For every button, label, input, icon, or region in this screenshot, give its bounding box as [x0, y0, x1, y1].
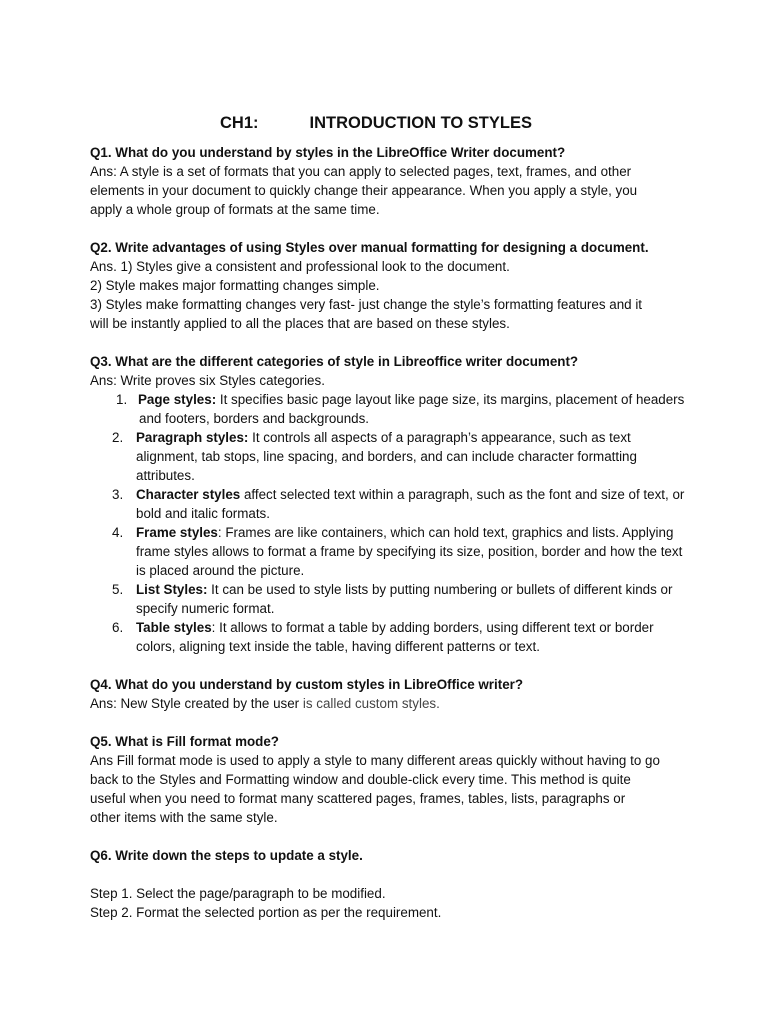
chapter-label: CH1: [220, 114, 259, 132]
list-text: : It allows to format a table by adding borders, using different text or border colors, aligning text inside the table, having different patterns or text. [136, 620, 654, 654]
list-item [90, 390, 690, 428]
answer-2-line: 2) Style makes major formatting changes simple. [90, 278, 380, 293]
list-number: 6. [112, 620, 124, 635]
question-1-block [90, 143, 690, 219]
question-2: Q2. Write advantages of using Styles over manual formatting for designing a document. [90, 240, 649, 255]
answer-1-line: Ans: A style is a set of formats that you can apply to selected pages, text, frames, and other [90, 164, 632, 179]
answer-5-line: useful when you need to format many scattered pages, frames, tables, lists, paragraphs or [90, 791, 626, 806]
answer-4 [90, 694, 690, 713]
question-4: Q4. What do you understand by custom styles in LibreOffice writer? [90, 677, 524, 692]
question-6: Q6. Write down the steps to update a style. [90, 848, 363, 863]
list-term: Frame styles [136, 525, 218, 540]
list-item [90, 428, 690, 485]
step-line: Step 2. Format the selected portion as per the requirement. [90, 905, 442, 920]
answer-3-intro: Ans: Write proves six Styles categories. [90, 373, 325, 388]
question-3: Q3. What are the different categories of style in Libreoffice writer document? [90, 354, 579, 369]
list-item [90, 523, 690, 580]
chapter-heading: INTRODUCTION TO STYLES [309, 114, 532, 132]
answer-5-line: Ans Fill format mode is used to apply a style to many different areas quickly without having to go [90, 753, 660, 768]
answer-2-line: will be instantly applied to all the places that are based on these styles. [90, 316, 510, 331]
answer-5-line: back to the Styles and Formatting window and double-click every time. This method is quite [90, 772, 631, 787]
list-text: It can be used to style lists by putting numbering or bullets of different kinds or specify numeric format. [136, 582, 673, 616]
question-1: Q1. What do you understand by styles in the LibreOffice Writer document? [90, 145, 566, 160]
list-text: It controls all aspects of a paragraph’s appearance, such as text alignment, tab stops, line spacing, and borders, and can include character formatting attributes. [136, 430, 637, 483]
style-categories-list [90, 390, 690, 656]
question-2-block [90, 238, 690, 333]
answer-4-part: is called custom styles. [302, 696, 440, 711]
list-item [90, 580, 690, 618]
page-title [90, 112, 690, 134]
list-text: It specifies basic page layout like page size, its margins, placement of headers and footers, borders and backgrounds. [139, 392, 685, 426]
list-number: 3. [112, 487, 124, 502]
list-number: 5. [112, 582, 124, 597]
step-line: Step 1. Select the page/paragraph to be modified. [90, 886, 386, 901]
list-term: List Styles: [136, 582, 208, 597]
list-number: 4. [112, 525, 124, 540]
answer-4-part: Ans: New Style created by the user [90, 696, 303, 711]
list-term: Paragraph styles: [136, 430, 249, 445]
list-item [90, 485, 690, 523]
list-term: Page styles: [138, 392, 217, 407]
list-term: Character styles [136, 487, 241, 502]
question-3-block [90, 352, 690, 656]
answer-2-line: Ans. 1) Styles give a consistent and professional look to the document. [90, 259, 510, 274]
list-text: : Frames are like containers, which can hold text, graphics and lists. Applying frame styles allows to format a frame by specifying its size, position, border and how the text is placed around the picture. [136, 525, 683, 578]
answer-1-line: elements in your document to quickly change their appearance. When you apply a style, you [90, 183, 638, 198]
question-5-block [90, 732, 690, 827]
question-4-block [90, 675, 690, 713]
question-6-block [90, 846, 690, 922]
list-text: affect selected text within a paragraph, such as the font and size of text, or bold and italic formats. [136, 487, 685, 521]
list-number: 2. [112, 430, 124, 445]
list-number: 1. [116, 392, 128, 407]
answer-5-line: other items with the same style. [90, 810, 278, 825]
list-item [90, 618, 690, 656]
question-5: Q5. What is Fill format mode? [90, 734, 279, 749]
document-page [90, 112, 690, 922]
answer-1-line: apply a whole group of formats at the same time. [90, 202, 380, 217]
answer-2-line: 3) Styles make formatting changes very fast- just change the style’s formatting features and it [90, 297, 643, 312]
list-term: Table styles [136, 620, 212, 635]
